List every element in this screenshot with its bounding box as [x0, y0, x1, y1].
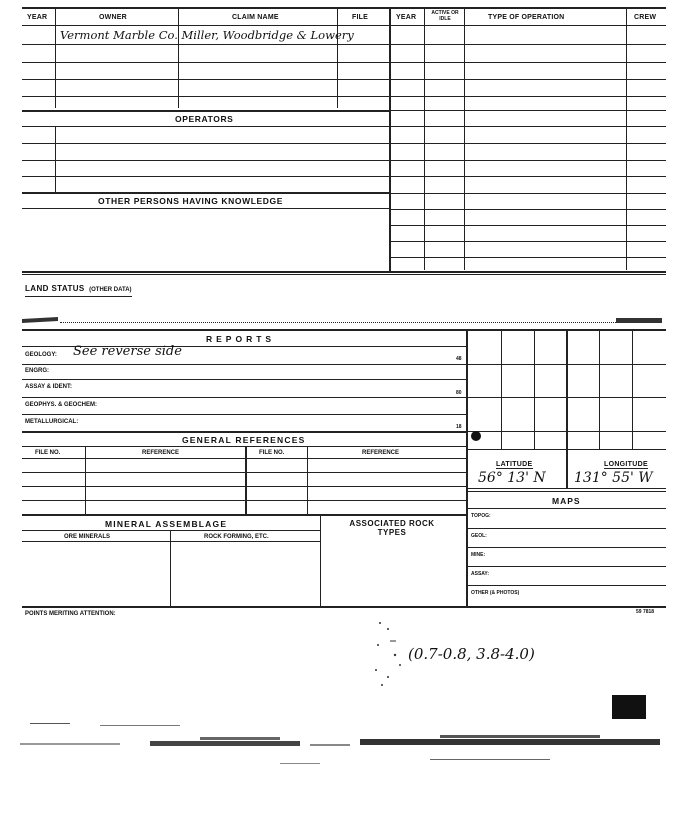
scan-artifact-noise: [0, 715, 678, 775]
report-number-2: 80: [456, 390, 462, 396]
section-land-status: LAND STATUS (OTHER DATA): [25, 278, 132, 297]
section-maps: MAPS: [552, 496, 581, 506]
report-number-1: 48: [456, 356, 462, 362]
label-assay-ident: ASSAY & IDENT:: [25, 384, 73, 390]
label-geology: GEOLOGY:: [25, 352, 57, 358]
label-points-meriting-attention: POINTS MERITING ATTENTION:: [25, 611, 116, 617]
section-operators: OPERATORS: [175, 114, 234, 124]
header-type-of-operation: TYPE OF OPERATION: [488, 14, 565, 21]
label-geophys: GEOPHYS. & GEOCHEM:: [25, 402, 98, 408]
header-owner: OWNER: [99, 14, 127, 21]
label-mine: MINE:: [471, 552, 486, 558]
location-dot: [471, 431, 481, 441]
owner-claim-handwritten: Vermont Marble Co. Miller, Woodbridge & Lowery: [60, 28, 354, 42]
header-reference-1: REFERENCE: [142, 450, 180, 456]
header-ops-year: YEAR: [396, 14, 417, 21]
range-handwritten: (0.7-0.8, 3.8-4.0): [408, 645, 535, 663]
section-other-persons: OTHER PERSONS HAVING KNOWLEDGE: [98, 196, 284, 206]
header-crew: CREW: [634, 14, 657, 21]
form-number: 59 7818: [636, 609, 655, 615]
latitude-handwritten: 56° 13' N: [478, 470, 546, 486]
label-longitude: LONGITUDE: [604, 461, 648, 468]
header-reference-2: REFERENCE: [362, 450, 400, 456]
section-reports: REPORTS: [206, 334, 276, 344]
header-active-idle: ACTIVE OR IDLE: [431, 10, 459, 22]
report-number-3: 18: [456, 424, 462, 430]
longitude-handwritten: 131° 55' W: [574, 470, 653, 486]
label-latitude: LATITUDE: [496, 461, 533, 468]
section-associated-rock-types: ASSOCIATED ROCK TYPES: [349, 519, 435, 537]
header-rock-forming: ROCK FORMING, ETC.: [204, 534, 269, 540]
label-geol: GEOL:: [471, 533, 487, 539]
header-ore-minerals: ORE MINERALS: [64, 534, 111, 540]
section-mineral-assemblage: MINERAL ASSEMBLAGE: [105, 519, 228, 529]
label-topog: TOPOG:: [471, 513, 491, 519]
header-claim-name: CLAIM NAME: [232, 14, 279, 21]
label-metallurgical: METALLURGICAL:: [25, 419, 79, 425]
label-assay: ASSAY:: [471, 571, 490, 577]
header-year: YEAR: [27, 14, 48, 21]
geology-handwritten: See reverse side: [73, 344, 182, 359]
label-other-photos: OTHER (& PHOTOS): [471, 590, 520, 596]
section-general-references: GENERAL REFERENCES: [182, 435, 306, 445]
label-engrg: ENGRG:: [25, 368, 49, 374]
header-file: FILE: [352, 14, 368, 21]
header-file-no-2: FILE NO.: [259, 450, 285, 456]
header-file-no-1: FILE NO.: [35, 450, 61, 456]
stray-marks: [360, 615, 420, 695]
